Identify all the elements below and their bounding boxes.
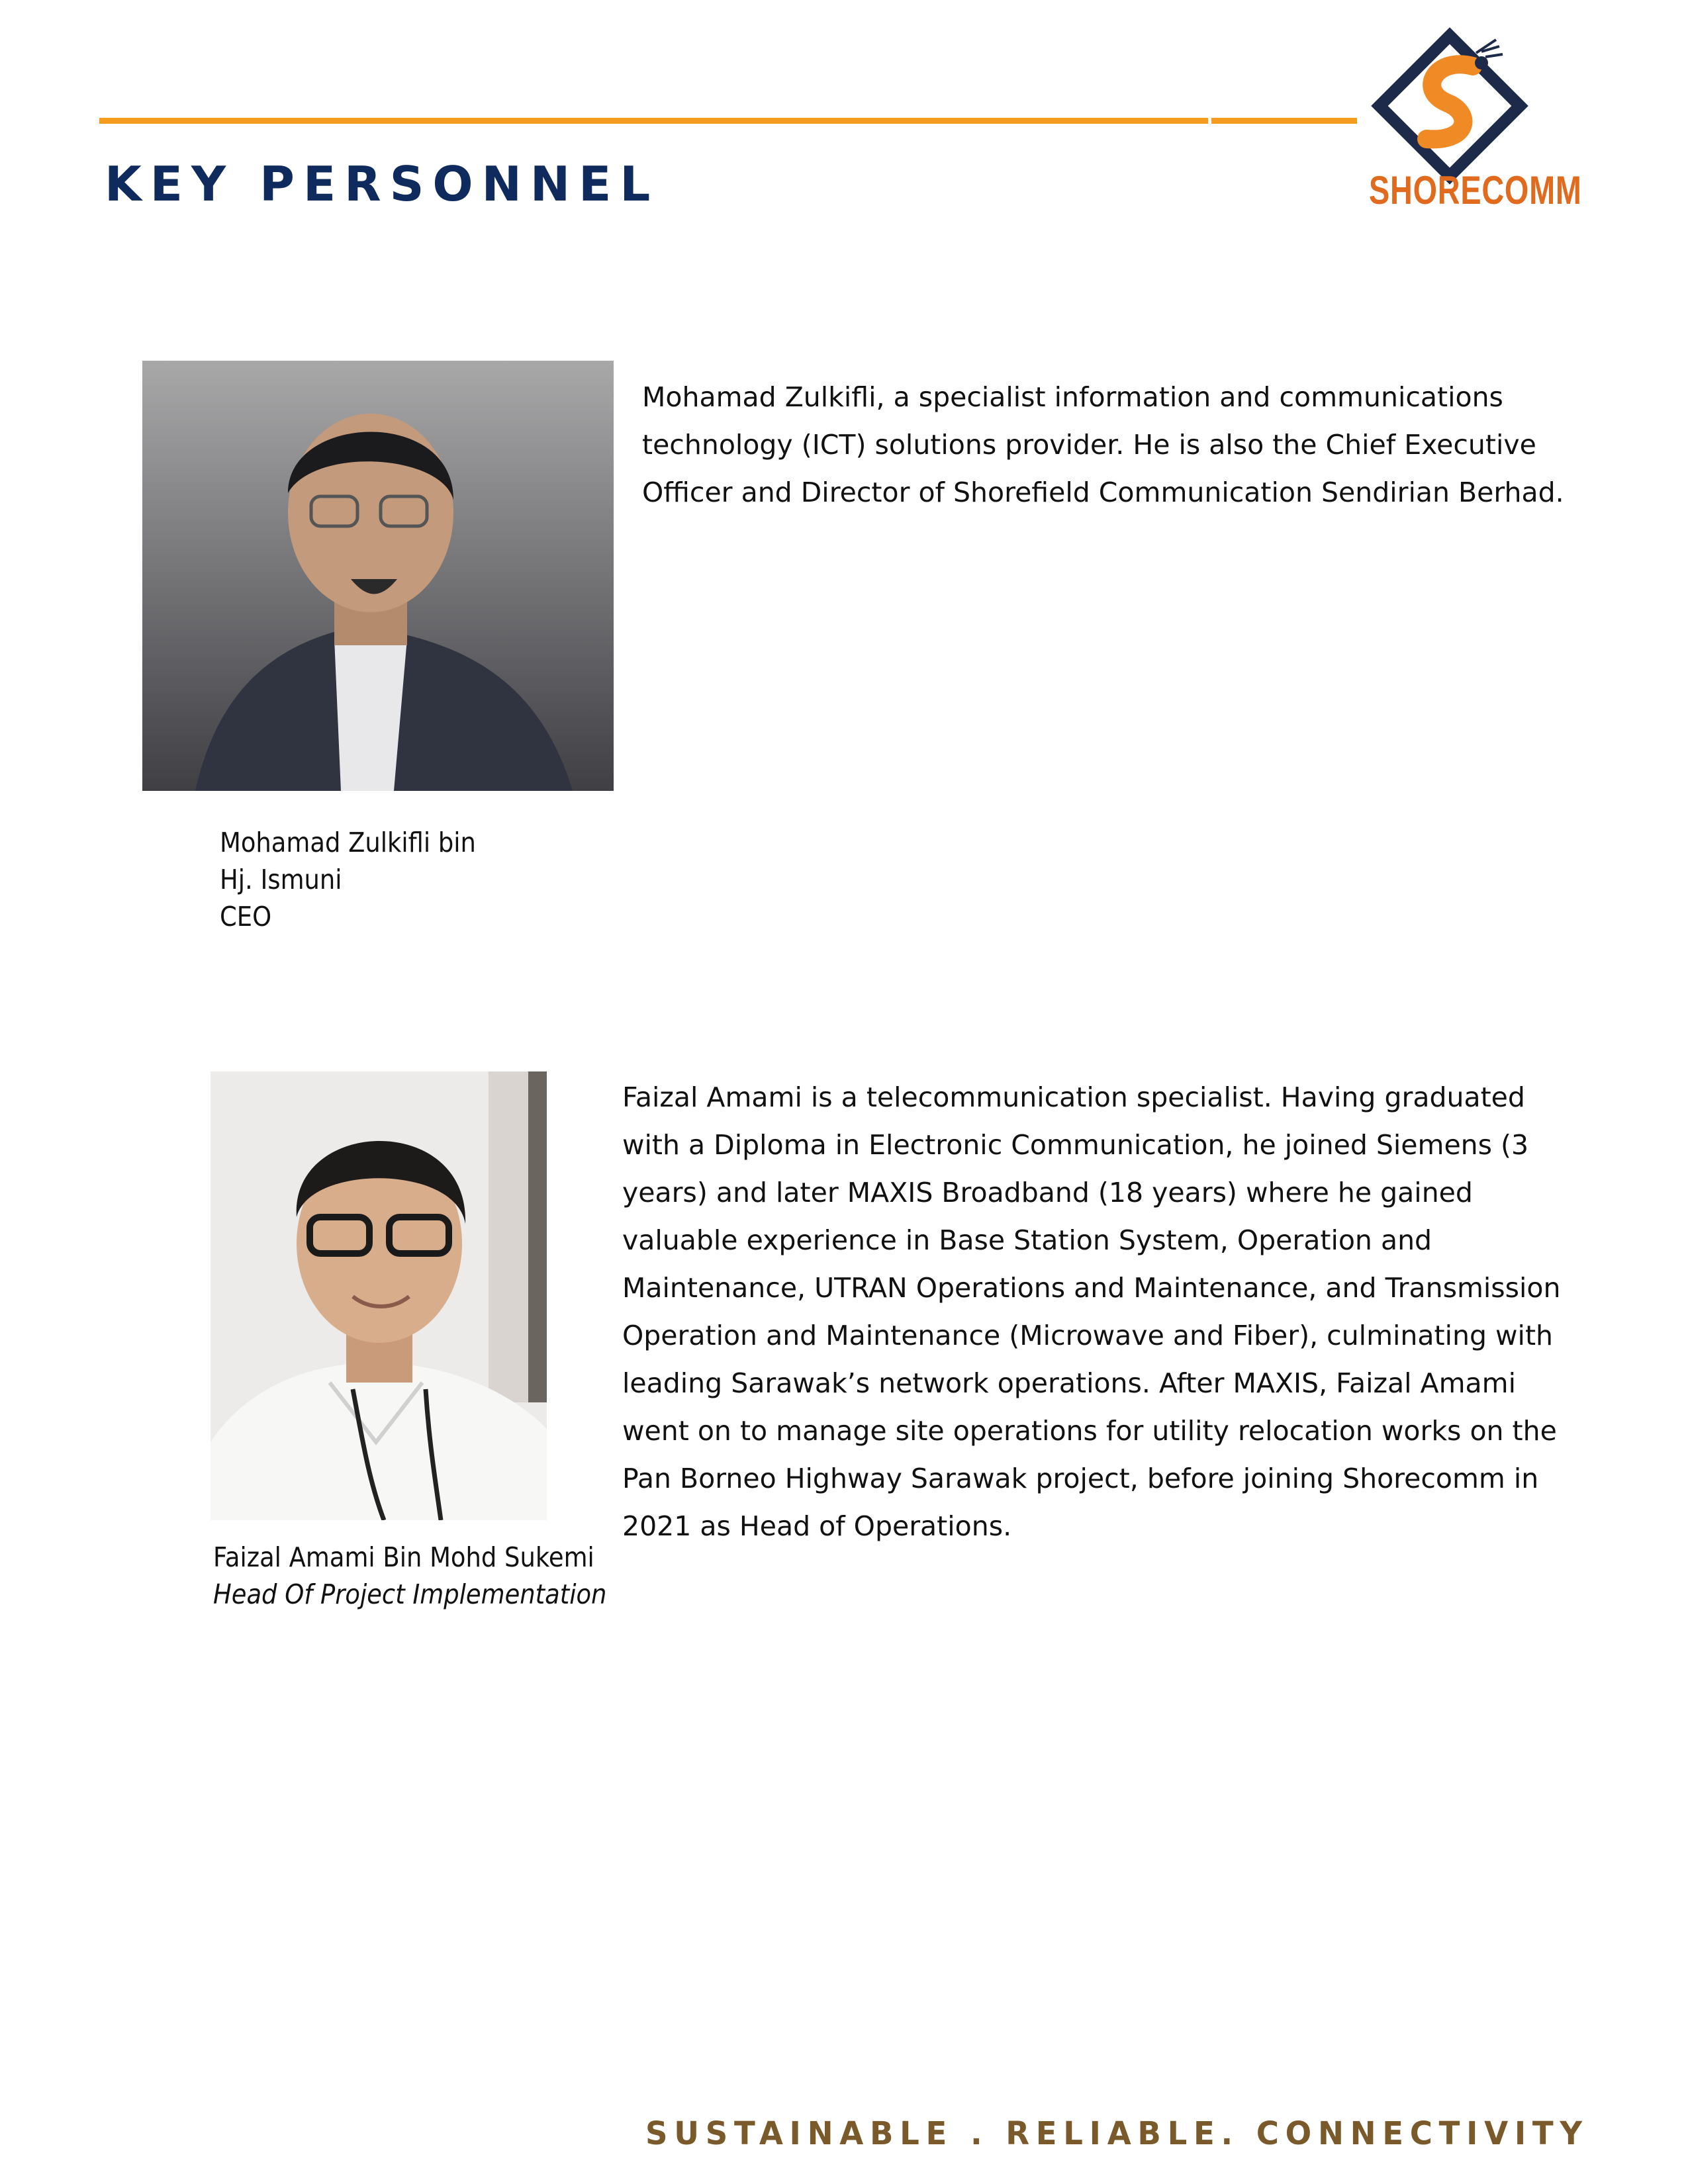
head-of-project-bio: Faizal Amami is a telecommunication specialist. Having graduated with a Diploma in Electronic Communication, he joined Siemens (3 years) and later MAXIS Broadband (18 years) where he gained valuable experience in Base Station System, Operation and Maintenance, UTRAN Operations and Maintenance, and Transmission Operation and Maintenance (Microwave and Fiber), culminating with leading Sarawak’s network operations. After MAXIS, Faizal Amami went on to manage site operations for utility relocation works on the Pan Borneo Highway Sarawak project, before joining Shorecomm in 2021 as Head of Operations. — [622, 1081, 1561, 1542]
page-title: KEY PERSONNEL — [105, 156, 659, 212]
ceo-bio: Mohamad Zulkifli, a specialist information and communications technology (ICT) solutions provider. He is also the Chief Executive Officer and Director of Shorefield Communication Sendirian Berhad. — [642, 381, 1564, 508]
head-of-project-photo — [211, 1071, 547, 1520]
header-rule — [99, 118, 1357, 124]
header-rule-gap — [1208, 116, 1211, 126]
ceo-photo — [142, 361, 614, 791]
ceo-name-line1: Mohamad Zulkifli bin — [220, 827, 476, 858]
head-of-project-name: Faizal Amami Bin Mohd Sukemi — [213, 1541, 594, 1573]
logo-text: SHORECOMM — [1369, 168, 1582, 212]
ceo-role: CEO — [220, 901, 272, 933]
ceo-name-line2: Hj. Ismuni — [220, 864, 342, 895]
head-of-project-role: Head Of Project Implementation — [213, 1578, 607, 1610]
ceo-caption — [220, 824, 476, 935]
footer-tagline: SUSTAINABLE . RELIABLE. CONNECTIVITY — [645, 2115, 1589, 2152]
head-of-project-caption — [213, 1539, 606, 1613]
